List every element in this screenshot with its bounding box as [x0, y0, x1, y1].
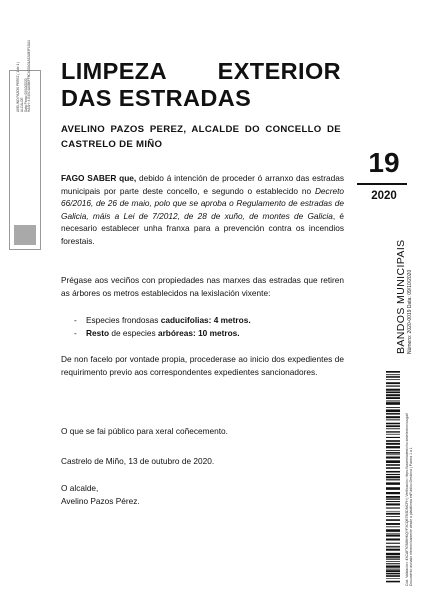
barcode-bar [386, 464, 400, 466]
barcode-bar [386, 379, 400, 380]
stamp-logo-icon [14, 225, 36, 245]
document-title [61, 58, 341, 112]
barcode-bar [386, 496, 400, 498]
barcode-bar [386, 482, 400, 484]
barcode-bar [386, 563, 400, 564]
intro-text-2: , é necesario establecer unha franxa para a prevención contra os incendios forestais. [61, 210, 344, 246]
barcode-bar [386, 575, 400, 577]
stamp-line: AVELINO PAZOS PEREZ ( 1 de 1 ) [16, 61, 20, 112]
barcode-bar [386, 413, 400, 415]
barcode-bar [386, 546, 400, 547]
signature-block [61, 482, 344, 507]
list-item-bold: caducifolias: 4 metros. [160, 315, 251, 325]
barcode-bar [386, 389, 400, 391]
barcode-bar [386, 487, 400, 490]
barcode-bar [386, 498, 400, 499]
barcode-bar [386, 434, 400, 435]
barcode-bar [386, 519, 400, 521]
barcode-bar [386, 501, 400, 502]
barcode-bar [386, 523, 400, 525]
barcode-bar [386, 538, 400, 540]
barcode-bar [386, 437, 400, 438]
barcode-bar [386, 492, 400, 494]
barcode-bar [386, 556, 400, 558]
section-label: BANDOS MUNICIPAIS [395, 239, 407, 354]
barcode-bar [386, 570, 400, 572]
barcode-bar [386, 371, 400, 373]
list-item-bold: Resto [86, 328, 110, 338]
barcode-bar [386, 450, 400, 451]
barcode-bar [386, 511, 400, 512]
barcode-bar [386, 397, 400, 399]
barcode-bar [386, 431, 400, 432]
barcode [386, 371, 400, 584]
barcode-bar [386, 471, 400, 473]
barcode-bar [386, 503, 400, 505]
barcode-bar [386, 456, 400, 458]
footer-line: Cód. Validación: 4XCAF7GMMHKQYFXCQE7M3DMCFH | Verificación: https://castrelodeminho.sedelectronica.gal/ [405, 413, 409, 586]
bando-year: 2020 [371, 190, 397, 202]
paragraph-sanctions: De non facelo por vontade propia, procederase ao inicio dos expedientes de requirimento previo aos correspondentes expedientes sancionadores. [61, 354, 344, 377]
stamp-line: HASH: 4 E45C4A0B6FF8C4D5A01A52AB3F1DA1 [27, 40, 32, 112]
barcode-bar [386, 529, 400, 532]
barcode-bar [386, 425, 400, 427]
list-item [74, 327, 344, 340]
barcode-bar [386, 534, 400, 536]
barcode-bar [386, 559, 400, 560]
barcode-bar [386, 513, 400, 515]
list-item-bold: arbóreas: 10 metros. [157, 328, 240, 338]
barcode-bar [386, 474, 400, 475]
barcode-bar [386, 416, 400, 418]
barcode-bar [386, 543, 400, 544]
intro-bold: FAGO SABER que, [61, 173, 137, 183]
barcode-bar [386, 476, 400, 478]
barcode-bar [386, 407, 400, 408]
stamp-text [17, 40, 32, 112]
barcode-bar [386, 402, 400, 405]
bando-number: 19 [368, 147, 400, 178]
barcode-bar [386, 428, 400, 429]
barcode-bar [386, 561, 400, 562]
number-divider [357, 183, 407, 185]
title-line-1: LIMPEZA EXTERIOR [61, 58, 341, 84]
footer-line: Documento asinado electrónicamente desde a plataforma esPublico Gestiona | Páxina 1 a 1 [409, 447, 414, 586]
list-item-text: Especies frondosas [86, 315, 161, 325]
barcode-bar [386, 548, 400, 549]
barcode-bar [386, 446, 400, 448]
barcode-bar [386, 565, 400, 567]
barcode-bar [386, 533, 400, 534]
barcode-bar [386, 452, 400, 454]
barcode-bar [386, 443, 400, 445]
barcode-bar [386, 526, 400, 527]
registry-number: Número: 2020-0019 Data: 09/10/2020 [407, 269, 413, 354]
barcode-bar [386, 573, 400, 574]
stamp-line: Data Firma: 09/10/2020 [23, 78, 28, 112]
intro-text-1: debido á intención de proceder ó arranxo das estradas municipais por parte deste concello, e segundo o establecido no [61, 173, 344, 196]
paragraph-intro [61, 172, 344, 248]
signature-role: O alcalde, [61, 483, 99, 493]
distance-list [74, 314, 344, 340]
barcode-bar [386, 391, 400, 393]
barcode-bar [386, 454, 400, 455]
barcode-bar [386, 423, 400, 425]
barcode-bar [386, 467, 400, 469]
barcode-bar [386, 376, 400, 378]
document-subtitle: AVELINO PAZOS PEREZ, ALCALDE DO CONCELLO DE CASTRELO DE MIÑO [61, 124, 341, 150]
barcode-bar [386, 549, 400, 551]
barcode-bar [386, 479, 400, 480]
barcode-bar [386, 409, 400, 412]
intro-italic: Decreto 66/2016, de 26 de maio, polo que se aproba o Regulamento de estradas de Galicia, máis a Lei de 7/2012, de 28 de xuño, de montes de Galicia [61, 185, 344, 221]
barcode-bar [386, 581, 400, 583]
barcode-bar [386, 382, 400, 384]
list-item [74, 314, 344, 327]
barcode-bar [386, 385, 400, 386]
barcode-bar [386, 374, 400, 375]
signature-name: Avelino Pazos Pérez. [61, 495, 140, 506]
barcode-bar [386, 440, 400, 442]
title-line-2: DAS ESTRADAS [61, 85, 252, 111]
barcode-bar [386, 516, 400, 517]
barcode-bar [386, 394, 400, 396]
list-item-text: de especies [109, 328, 158, 338]
barcode-bar [386, 578, 400, 579]
barcode-bar [386, 460, 400, 463]
barcode-bar [386, 419, 400, 420]
place-date: Castrelo de Miño, 13 de outubro de 2020. [61, 456, 215, 466]
barcode-bar [386, 507, 400, 508]
barcode-bar [386, 553, 400, 555]
stamp-line: ALCALDE [19, 97, 24, 112]
validation-footer [405, 413, 413, 586]
paragraph-request: Prégase aos veciños con propiedades nas marxes das estradas que retiren as árbores os metros establecidos na lexislación vixente: [61, 275, 344, 298]
paragraph-public: O que se fai público para xeral coñecemento. [61, 426, 228, 436]
barcode-bar [386, 569, 400, 570]
barcode-bar [386, 400, 400, 401]
